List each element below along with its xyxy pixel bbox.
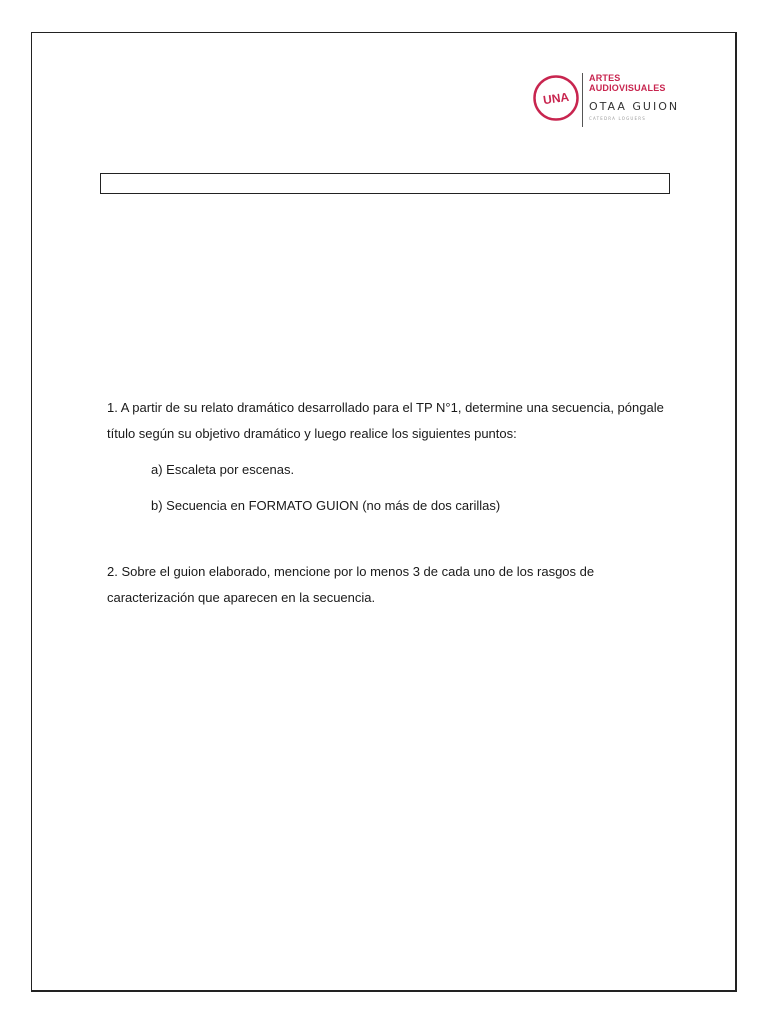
logo-artes-text: ARTES xyxy=(589,73,621,83)
question-1-item-a: a) Escaleta por escenas. xyxy=(151,462,295,477)
title-box xyxy=(100,173,670,194)
una-logo-icon xyxy=(532,74,580,122)
spacer xyxy=(107,483,677,493)
question-1-text: 1. A partir de su relato dramático desarrollado para el TP N°1, determine una secuencia, póngale título según su objetivo dramático y luego realice los siguientes puntos: xyxy=(107,400,664,441)
svg-text:UNA: UNA xyxy=(542,89,570,108)
logo-catedra-text: CATEDRA LOGUERS xyxy=(589,116,647,121)
logo-otaa-guion-text: OTAA GUION xyxy=(589,100,680,113)
question-2-text: 2. Sobre el guion elaborado, mencione por lo menos 3 de cada uno de los rasgos de caracterización que aparecen en la secuencia. xyxy=(107,564,595,605)
spacer xyxy=(107,447,677,457)
assignment-content xyxy=(107,395,677,611)
logo-audiovisuales-text: AUDIOVISUALES xyxy=(589,83,666,93)
document-page xyxy=(31,32,737,992)
spacer xyxy=(107,519,677,559)
logo-divider xyxy=(582,73,583,127)
question-1-item-b: b) Secuencia en FORMATO GUION (no más de dos carillas) xyxy=(151,498,501,513)
una-logo xyxy=(532,71,702,131)
